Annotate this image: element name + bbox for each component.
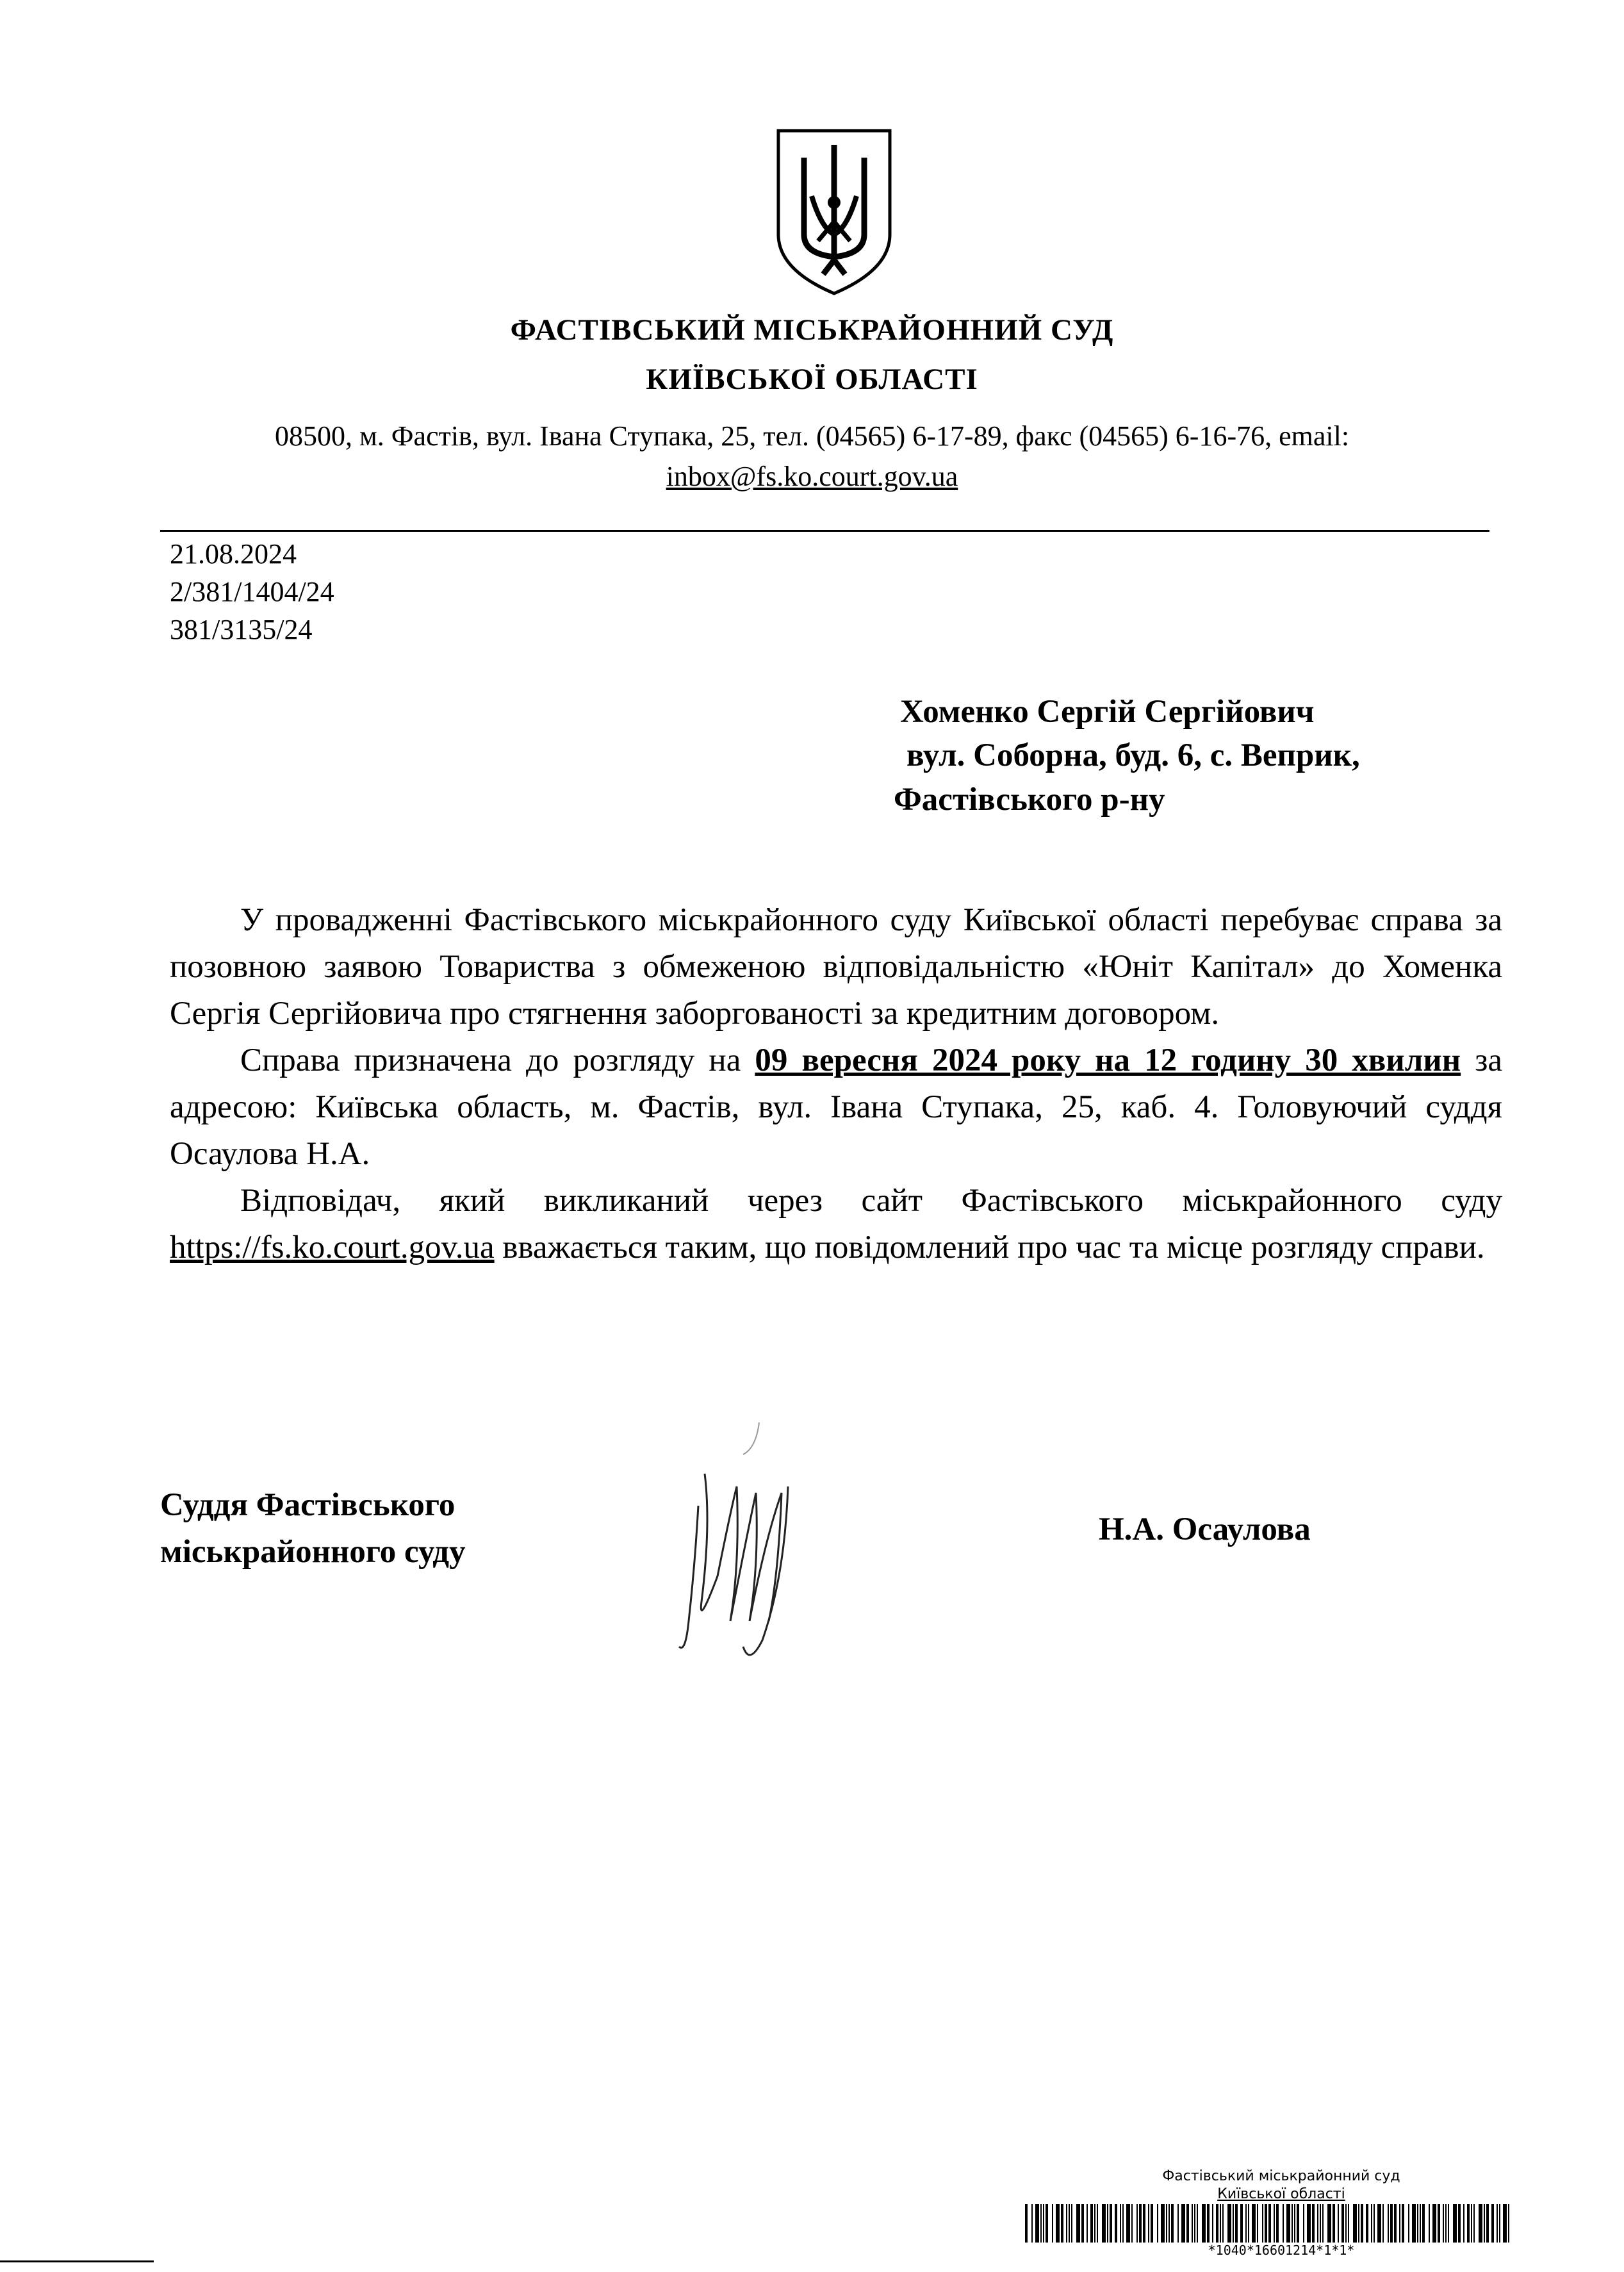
paragraph-hearing bbox=[170, 1037, 1502, 1178]
barcode-bar bbox=[1222, 2204, 1224, 2243]
barcode-bar bbox=[1286, 2204, 1290, 2243]
barcode-bar bbox=[1484, 2204, 1485, 2243]
barcode-bar bbox=[1056, 2204, 1060, 2243]
barcode-bar bbox=[1194, 2204, 1195, 2243]
barcode-bar bbox=[1303, 2204, 1304, 2243]
barcode-bar bbox=[1186, 2204, 1189, 2243]
barcode-bar bbox=[1081, 2204, 1084, 2243]
barcode-bar bbox=[1276, 2204, 1279, 2243]
barcode-bar bbox=[1317, 2204, 1318, 2243]
hearing-location: за адресою: Київська область, м. Фастів, вул. Івана Ступака, 25, каб. 4. Головуючий суддя Осаулова Н.А. bbox=[170, 1042, 1502, 1172]
barcode-bar bbox=[1087, 2204, 1088, 2243]
stamp-court-name: Фастівський міськрайонний суд bbox=[1162, 2168, 1400, 2184]
barcode-bar bbox=[1463, 2204, 1464, 2243]
court-name-line2: КИЇВСЬКОЇ ОБЛАСТІ bbox=[646, 363, 978, 396]
barcode-bar bbox=[1207, 2204, 1210, 2243]
barcode-bar bbox=[1126, 2204, 1130, 2243]
barcode-bar bbox=[1388, 2204, 1389, 2243]
case-number: 381/3135/24 bbox=[170, 614, 313, 645]
barcode-bar bbox=[1417, 2204, 1418, 2243]
barcode-bar bbox=[1102, 2204, 1106, 2243]
barcode-bar bbox=[1445, 2204, 1447, 2243]
barcode-bar bbox=[1473, 2204, 1475, 2243]
letter-body bbox=[170, 897, 1502, 1271]
barcode-bar bbox=[1262, 2204, 1263, 2243]
barcode-bar bbox=[1265, 2204, 1267, 2243]
barcode-bar bbox=[1333, 2204, 1335, 2243]
barcode-bar bbox=[1151, 2204, 1153, 2243]
barcode-bar bbox=[1491, 2204, 1494, 2243]
barcode-bar bbox=[1443, 2204, 1444, 2243]
barcode-bar bbox=[1341, 2204, 1344, 2243]
barcode-bar bbox=[1458, 2204, 1461, 2243]
barcode-bar bbox=[1429, 2204, 1430, 2243]
barcode-bar bbox=[1043, 2204, 1044, 2243]
barcode-bar bbox=[1040, 2204, 1042, 2243]
header-divider bbox=[160, 530, 1489, 532]
outgoing-number: 2/381/1404/24 bbox=[170, 576, 334, 607]
barcode-bar bbox=[1136, 2204, 1138, 2243]
barcode-bar bbox=[1143, 2204, 1145, 2243]
barcode-bar bbox=[1233, 2204, 1234, 2243]
hearing-intro: Справа призначена до розгляду на bbox=[240, 1042, 755, 1078]
barcode-bar bbox=[1283, 2204, 1284, 2243]
barcode-bar bbox=[1345, 2204, 1347, 2243]
barcode-bar bbox=[1508, 2204, 1509, 2243]
barcode-bar bbox=[1177, 2204, 1179, 2243]
barcode-bar bbox=[1307, 2204, 1311, 2243]
barcode-bar bbox=[1371, 2204, 1372, 2243]
barcode-bar bbox=[1432, 2204, 1436, 2243]
barcode-bar bbox=[1438, 2204, 1440, 2243]
barcode-bar bbox=[1107, 2204, 1108, 2243]
barcode-bar bbox=[1353, 2204, 1357, 2243]
barcode-bar bbox=[1181, 2204, 1185, 2243]
paragraph-case-info: У провадженні Фастівського міськрайонного суду Київської області перебуває справа за позовною заявою Товариства з обмеженою відповідальністю «Юніт Капітал» до Хоменка Сергія Сергійовича про стягнення заборгованості за кредитним договором. bbox=[170, 902, 1502, 1032]
barcode-bar bbox=[1382, 2204, 1384, 2243]
court-email-line bbox=[0, 460, 1624, 493]
barcode-bar bbox=[1448, 2204, 1449, 2243]
notice-outro: вважається таким, що повідомлений про час та місце розгляду справи. bbox=[494, 1230, 1485, 1265]
barcode-bar bbox=[1245, 2204, 1247, 2243]
barcode-bar bbox=[1320, 2204, 1321, 2243]
barcode-bar bbox=[1139, 2204, 1142, 2243]
barcode-bar bbox=[1471, 2204, 1472, 2243]
barcode-bar bbox=[1399, 2204, 1400, 2243]
barcode-bar bbox=[1394, 2204, 1397, 2243]
barcode-bar bbox=[1479, 2204, 1482, 2243]
barcode-bar bbox=[1197, 2204, 1198, 2243]
court-website-link[interactable]: https://fs.ko.court.gov.ua bbox=[170, 1230, 495, 1265]
hearing-datetime: 09 вересня 2024 року на 12 годину 30 хвилин bbox=[755, 1042, 1461, 1078]
barcode-bar bbox=[1131, 2204, 1133, 2243]
barcode-bar bbox=[1322, 2204, 1324, 2243]
barcode-bar bbox=[1294, 2204, 1295, 2243]
barcode-bar bbox=[1312, 2204, 1315, 2243]
barcode-bar bbox=[1076, 2204, 1080, 2243]
barcode-bar bbox=[1216, 2204, 1218, 2243]
barcode-bar bbox=[1046, 2204, 1048, 2243]
barcode-bar bbox=[1061, 2204, 1063, 2243]
barcode-bar bbox=[1212, 2204, 1213, 2243]
court-address: 08500, м. Фастів, вул. Івана Ступака, 25, тел. (04565) 6-17-89, факс (04565) 6-16-76, email: bbox=[274, 420, 1350, 452]
barcode-bar bbox=[1420, 2204, 1421, 2243]
judge-name: Н.А. Осаулова bbox=[1099, 1511, 1311, 1547]
trident-coat-of-arms-icon bbox=[773, 126, 895, 297]
letter-date: 21.08.2024 bbox=[170, 538, 297, 570]
barcode-bar bbox=[1025, 2204, 1028, 2243]
barcode-bar bbox=[1171, 2204, 1174, 2243]
barcode-bar bbox=[1157, 2204, 1158, 2243]
barcode-bar bbox=[1292, 2204, 1293, 2243]
judge-title-line2: міськрайонного суду bbox=[160, 1534, 466, 1570]
barcode-bar bbox=[1122, 2204, 1124, 2243]
recipient-name: Хоменко Сергій Сергійович bbox=[900, 694, 1315, 730]
barcode-bar bbox=[1120, 2204, 1121, 2243]
barcode-bar bbox=[1453, 2204, 1457, 2243]
barcode-bar bbox=[1248, 2204, 1249, 2243]
handwritten-signature-icon bbox=[634, 1410, 826, 1679]
bottom-margin-mark bbox=[0, 2260, 154, 2262]
barcode-bar bbox=[1240, 2204, 1243, 2243]
stamp-region: Київської області bbox=[1217, 2186, 1345, 2202]
barcode-bar bbox=[1297, 2204, 1299, 2243]
barcode-bar bbox=[1090, 2204, 1093, 2243]
notice-intro: Відповідач, який викликаний через сайт Фастівського міськрайонного суду bbox=[240, 1183, 1502, 1219]
barcode-bar bbox=[1166, 2204, 1167, 2243]
barcode-bar bbox=[1402, 2204, 1404, 2243]
barcode-bar bbox=[1374, 2204, 1375, 2243]
barcode-bar bbox=[1268, 2204, 1271, 2243]
barcode-bar bbox=[1358, 2204, 1359, 2243]
barcode-bar bbox=[1257, 2204, 1258, 2243]
barcode-bar bbox=[1161, 2204, 1165, 2243]
barcode-bar bbox=[1252, 2204, 1256, 2243]
barcode-bar bbox=[1338, 2204, 1339, 2243]
barcode-bar bbox=[1115, 2204, 1117, 2243]
barcode-bar bbox=[1110, 2204, 1112, 2243]
court-name-line1: ФАСТІВСЬКИЙ МІСЬКРАЙОННИЙ СУД bbox=[510, 313, 1114, 347]
barcode-bar bbox=[1202, 2204, 1206, 2243]
barcode-bar bbox=[1235, 2204, 1238, 2243]
barcode-bar bbox=[1148, 2204, 1149, 2243]
barcode-bar bbox=[1066, 2204, 1067, 2243]
barcode-bar bbox=[1035, 2204, 1039, 2243]
judge-title-line1: Суддя Фастівського bbox=[160, 1487, 455, 1523]
barcode-bar bbox=[1412, 2204, 1416, 2243]
barcode-bar bbox=[1071, 2204, 1072, 2243]
barcode-bar bbox=[1503, 2204, 1507, 2243]
barcode-bar bbox=[1497, 2204, 1498, 2243]
paragraph-notice bbox=[170, 1178, 1502, 1271]
barcode-bar bbox=[1366, 2204, 1368, 2243]
barcode-bar bbox=[1467, 2204, 1470, 2243]
barcode-bar bbox=[1052, 2204, 1053, 2243]
barcode-bar bbox=[1361, 2204, 1363, 2243]
barcode-bar bbox=[1169, 2204, 1170, 2243]
barcode-bar bbox=[1327, 2204, 1331, 2243]
barcode-bar bbox=[1069, 2204, 1070, 2243]
recipient-address-line2: Фастівського р-ну bbox=[894, 782, 1165, 818]
recipient-address-line1: вул. Соборна, буд. 6, с. Веприк, bbox=[906, 737, 1360, 773]
barcode-bar bbox=[1094, 2204, 1095, 2243]
barcode-bar bbox=[1408, 2204, 1409, 2243]
barcode-bar bbox=[1390, 2204, 1393, 2243]
barcode-bar bbox=[1274, 2204, 1275, 2243]
barcode-bar bbox=[1377, 2204, 1381, 2243]
barcode-bar bbox=[1220, 2204, 1221, 2243]
barcode-bar bbox=[1348, 2204, 1349, 2243]
barcode-bar bbox=[1031, 2204, 1033, 2243]
barcode bbox=[1025, 2204, 1512, 2243]
barcode-bar bbox=[1097, 2204, 1098, 2243]
barcode-number: *1040*16601214*1*1* bbox=[1208, 2243, 1355, 2258]
barcode-bar bbox=[1422, 2204, 1425, 2243]
barcode-bar bbox=[1486, 2204, 1489, 2243]
barcode-bar bbox=[1499, 2204, 1500, 2243]
barcode-bar bbox=[1227, 2204, 1231, 2243]
barcode-bar bbox=[1192, 2204, 1193, 2243]
court-email-link[interactable]: inbox@fs.ko.court.gov.ua bbox=[666, 461, 958, 492]
